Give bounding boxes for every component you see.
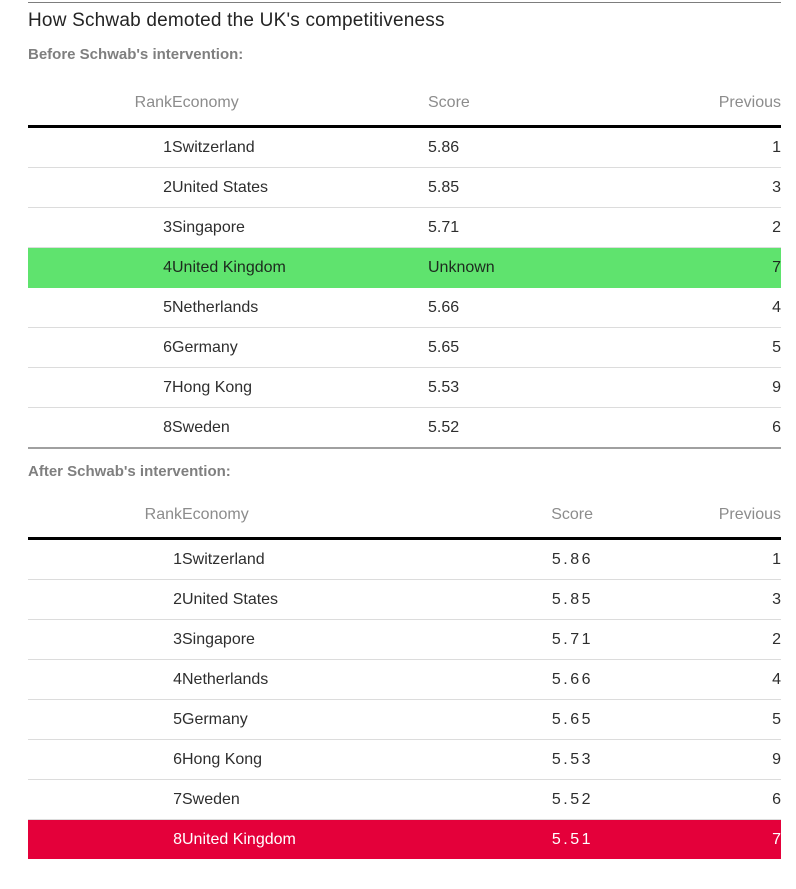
rank-cell: 8 — [163, 418, 172, 436]
score-cell: 5.66 — [462, 660, 593, 700]
rank-cell: 7 — [28, 780, 182, 820]
table-header-row — [28, 80, 781, 127]
table-row — [28, 408, 781, 449]
table-row — [28, 208, 781, 248]
column-header-score: Score — [462, 492, 593, 539]
table-row — [28, 168, 781, 208]
table-row — [28, 660, 781, 700]
economy-cell: United Kingdom — [172, 248, 428, 288]
economy-cell: Singapore — [172, 208, 428, 248]
rank-cell: 5 — [28, 288, 172, 328]
table-row — [28, 700, 781, 740]
economy-cell: Hong Kong — [172, 368, 428, 408]
page-container — [28, 2, 781, 859]
score-cell: 5.86 — [428, 127, 628, 168]
score-cell: 5.66 — [428, 288, 628, 328]
previous-cell: 1 — [628, 127, 781, 168]
table-row — [28, 580, 781, 620]
rank-cell: 1 — [28, 127, 172, 168]
after-table — [28, 492, 781, 859]
table-row — [28, 539, 781, 580]
table-row — [28, 740, 781, 780]
rank-cell: 6 — [28, 740, 182, 780]
table-row — [28, 620, 781, 660]
table-row — [28, 780, 781, 820]
before-table — [28, 80, 781, 449]
table-row — [28, 368, 781, 408]
previous-cell: 4 — [628, 288, 781, 328]
economy-cell: Germany — [172, 328, 428, 368]
economy-cell: United States — [182, 580, 462, 620]
economy-cell: Sweden — [182, 780, 462, 820]
score-cell: 5.85 — [462, 580, 593, 620]
rank-cell: 3 — [28, 208, 172, 248]
rank-cell: 7 — [28, 368, 172, 408]
rank-cell: 6 — [28, 328, 172, 368]
column-header-rank: Rank — [28, 492, 182, 539]
economy-cell: Sweden — [172, 418, 230, 436]
previous-cell: 5 — [628, 328, 781, 368]
rank-cell: 4 — [28, 660, 182, 700]
economy-cell: Singapore — [182, 620, 462, 660]
score-cell: Unknown — [428, 248, 628, 288]
table-row — [28, 127, 781, 168]
column-header-score: Score — [428, 80, 628, 127]
column-header-previous: Previous — [593, 492, 781, 539]
economy-cell: Netherlands — [182, 660, 462, 700]
economy-cell: United States — [172, 168, 428, 208]
rank-cell: 1 — [28, 539, 182, 580]
economy-cell: Hong Kong — [182, 740, 462, 780]
previous-cell: 3 — [628, 168, 781, 208]
previous-cell: 2 — [628, 208, 781, 248]
score-cell: 5.52 — [428, 418, 460, 436]
table-header-row — [28, 492, 781, 539]
previous-cell: 6 — [593, 780, 781, 820]
score-cell: 5.51 — [462, 820, 593, 860]
previous-cell: 2 — [593, 620, 781, 660]
previous-cell: 5 — [593, 700, 781, 740]
rank-cell: 2 — [28, 580, 182, 620]
column-header-rank: Rank — [28, 80, 172, 127]
score-cell: 5.65 — [428, 328, 628, 368]
score-cell: 5.71 — [428, 208, 628, 248]
section-label-before: Before Schwab's intervention: — [28, 46, 244, 63]
highlighted-row-uk-green — [28, 248, 781, 288]
table-row — [28, 328, 781, 368]
rank-cell: 4 — [28, 248, 172, 288]
economy-cell: United Kingdom — [182, 820, 462, 860]
rank-cell: 2 — [28, 168, 172, 208]
column-header-economy: Economy — [182, 492, 462, 539]
rank-cell: 5 — [28, 700, 182, 740]
economy-cell: Netherlands — [172, 288, 428, 328]
previous-cell: 7 — [593, 820, 781, 860]
score-cell: 5.65 — [462, 700, 593, 740]
rank-cell: 3 — [28, 620, 182, 660]
economy-cell: Germany — [182, 700, 462, 740]
column-header-previous: Previous — [628, 80, 781, 127]
score-cell: 5.53 — [428, 368, 628, 408]
previous-cell: 1 — [593, 539, 781, 580]
column-header-economy: Economy — [172, 80, 428, 127]
score-cell: 5.71 — [462, 620, 593, 660]
previous-cell: 9 — [628, 368, 781, 408]
economy-cell: Switzerland — [182, 539, 462, 580]
rank-cell: 8 — [28, 820, 182, 860]
score-cell: 5.53 — [462, 740, 593, 780]
score-cell: 5.85 — [428, 168, 628, 208]
section-label-after: After Schwab's intervention: — [28, 463, 231, 480]
highlighted-row-uk-red — [28, 820, 781, 860]
economy-cell: Switzerland — [172, 127, 428, 168]
table-row — [28, 288, 781, 328]
score-cell: 5.52 — [462, 780, 593, 820]
page-title: How Schwab demoted the UK's competitiveness — [28, 10, 445, 31]
previous-cell: 4 — [593, 660, 781, 700]
previous-cell: 7 — [628, 248, 781, 288]
previous-cell: 6 — [772, 418, 781, 436]
previous-cell: 9 — [593, 740, 781, 780]
previous-cell: 3 — [593, 580, 781, 620]
score-cell: 5.86 — [462, 539, 593, 580]
